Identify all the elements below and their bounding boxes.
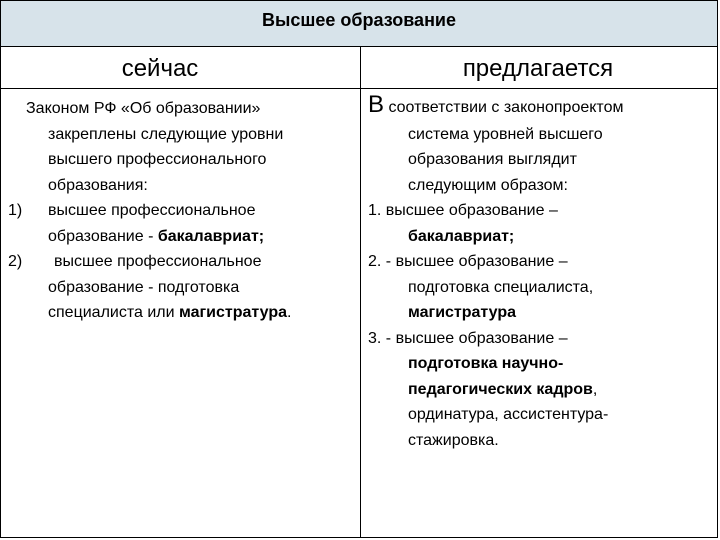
right-item3-line: стажировка. [408,432,499,449]
left-item1-number: 1) [8,202,23,219]
column-divider [360,46,361,538]
column-header-proposed: предлагается [462,55,614,82]
right-intro-line: В соответствии с законопроектом [368,91,624,118]
right-intro-line: образования выглядит [408,151,577,168]
right-item1-line: 1. высшее образование – [368,202,558,219]
right-intro-line: система уровней высшего [408,126,603,143]
right-item2-line: подготовка специалиста, [408,279,594,296]
column-header-now: сейчас [121,55,199,82]
left-item2-line: специалиста или магистратура. [48,304,292,321]
left-item2-line: образование - подготовка [48,279,240,296]
right-item3-line: педагогических кадров, [408,381,598,398]
right-item3-line: подготовка научно- [408,355,564,372]
left-intro-line: закреплены следующие уровни [48,126,284,143]
left-intro-line: Законом РФ «Об образовании» [26,100,261,117]
left-intro-line: образования: [48,177,148,194]
bachelor-term: бакалавриат; [157,228,265,245]
right-item3-line: 3. - высшее образование – [368,330,568,347]
left-item2-number: 2) [8,253,23,270]
right-item2-line: 2. - высшее образование – [368,253,568,270]
right-item3-line: ординатура, ассистентура- [408,406,609,423]
left-item2-line: высшее профессиональное [54,253,262,270]
left-item1-line: образование - бакалавриат; [48,228,265,245]
left-intro-line: высшего профессионального [48,151,267,168]
master-term: магистратура [178,304,288,321]
right-item2-line: магистратура [408,304,517,321]
left-item1-line: высшее профессиональное [48,202,256,219]
title-row [1,1,717,47]
right-item1-line: бакалавриат; [408,228,515,245]
table-title: Высшее образование [261,10,457,30]
right-intro-line: следующим образом: [408,177,568,194]
